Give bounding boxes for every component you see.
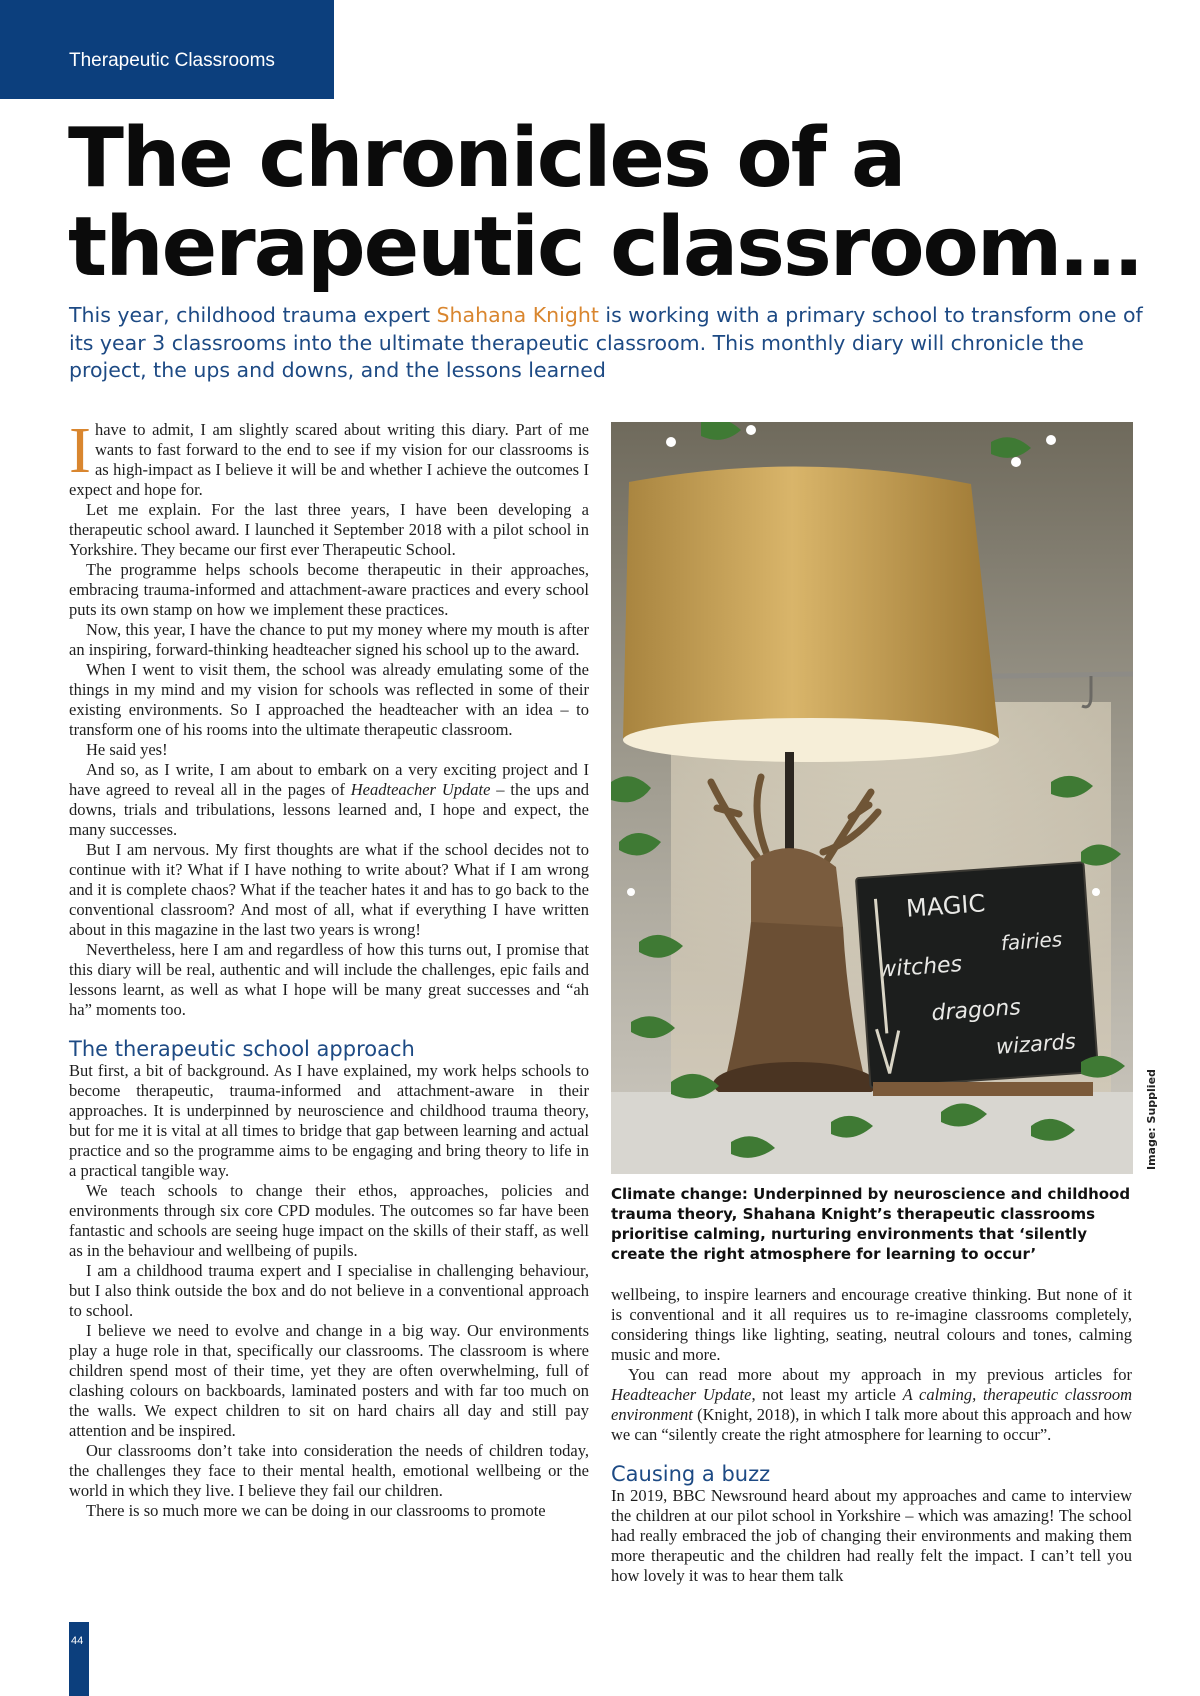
chalkboard-stand xyxy=(873,1082,1093,1096)
drop-cap: I xyxy=(69,414,91,487)
body-paragraph: I am a childhood trauma expert and I specialise in challenging behaviour, but I also think outside the box and do not believe in a conventional approach to school. xyxy=(69,1261,589,1320)
body-paragraph: When I went to visit them, the school was already emulating some of the things in my mind and my vision for schools was reflected in some of their existing environments. So I approached the headteacher with an idea – to transform one of his rooms into the ultimate therapeutic classroom. xyxy=(69,660,589,739)
publication-title: Headteacher Update xyxy=(611,1385,752,1404)
body-paragraph: But I am nervous. My first thoughts are what if the school decides not to continue with it? What if I have nothing to write about? What if I am wrong and it is complete chaos? What if the teacher hates it and has to go back to the conventional classroom? And most of all, what if everything I have written about in this magazine in the last two years is wrong! xyxy=(69,840,589,939)
body-paragraph: We teach schools to change their ethos, approaches, policies and environments through six core CPD modules. The outcomes so far have been fantastic and schools are seeing huge impact on the skills of their staff, as well as in the behaviour and wellbeing of pupils. xyxy=(69,1181,589,1260)
body-paragraph: There is so much more we can be doing in our classrooms to promote xyxy=(86,1501,546,1520)
sign-word: wizards xyxy=(995,1029,1077,1059)
page-number: 44 xyxy=(71,1635,84,1647)
sign-word: witches xyxy=(877,952,963,983)
image-credit: Image: Supplied xyxy=(1145,1069,1158,1170)
publication-title: Headteacher Update xyxy=(350,780,491,799)
body-paragraph: Let me explain. For the last three years, I have been developing a therapeutic school award. I launched it September 2018 with a pilot school in Yorkshire. They became our first ever Therapeutic School. xyxy=(69,500,589,559)
section-tab xyxy=(0,0,334,99)
body-paragraph: The programme helps schools become therapeutic in their approaches, embracing trauma-informed and attachment-aware practices and every school puts its own stamp on how we implement these practices. xyxy=(69,560,589,619)
sign-word: dragons xyxy=(930,995,1022,1027)
headline: The chronicles of a therapeutic classroom… xyxy=(68,111,1141,295)
subheading: The therapeutic school approach xyxy=(69,1037,415,1061)
body-paragraph: And so, as I write, I am about to embark on a very exciting project and I have agreed to reveal all in the pages of Headteacher Update – the ups and downs, trials and tribulations, lessons learned and, I hope and expect, the many successes. xyxy=(69,760,590,839)
article-photo xyxy=(611,422,1133,1174)
body-paragraph: But first, a bit of background. As I have explained, my work helps schools to become therapeutic, trauma-informed and attachment-aware in their approaches. It is underpinned by neuroscience and childhood trauma theory, but for me it is vital at all times to bridge that gap between learning and actual practice and so the programme aims to be engaging and bring theory to life in a practical tangible way. xyxy=(69,1061,589,1180)
body-paragraph: Now, this year, I have the chance to put my money where my mouth is after an inspiring, forward-thinking headteacher signed his school up to the award. xyxy=(69,620,589,659)
standfirst xyxy=(69,302,1149,385)
shade-lower-rim xyxy=(623,718,999,762)
photo-caption: Climate change: Underpinned by neuroscience and childhood trauma theory, Shahana Knight’s therapeutic classrooms prioritise calming, nurturing environments that ‘silently create the right atmosphere for learning to occur’ xyxy=(611,1185,1131,1263)
body-paragraph: Our classrooms don’t take into consideration the needs of children today, the challenges they face to their mental health, emotional wellbeing or the world in which they live. I believe they fail our children. xyxy=(69,1441,589,1500)
standfirst-intro: This year, childhood trauma expert xyxy=(69,303,437,327)
sign-word: fairies xyxy=(1000,927,1063,956)
standfirst-rest: is working with a primary school to transform one of its year 3 classrooms into the ultimate therapeutic classroom. This monthly diary will chronicle the project, the ups and downs, and the lessons learned xyxy=(69,303,1143,382)
lamp-photo-illustration xyxy=(611,422,1133,1174)
article-column-right xyxy=(611,1285,1132,1586)
article-title: A calming, therapeutic classroom environment xyxy=(611,1385,1133,1424)
body-paragraph: Nevertheless, here I am and regardless of how this turns out, I promise that this diary will be real, authentic and will include the challenges, epic fails and lessons learnt, as well as what I hope will be many great successes and “ah ha” moments too. xyxy=(69,940,589,1019)
body-paragraph: He said yes! xyxy=(86,740,168,759)
page-number-bar xyxy=(69,1622,89,1696)
subheading: Causing a buzz xyxy=(611,1462,771,1486)
author-name: Shahana Knight xyxy=(436,303,599,327)
sign-title: MAGIC xyxy=(905,889,987,923)
section-label: Therapeutic Classrooms xyxy=(69,50,275,71)
body-paragraph: I believe we need to evolve and change in a big way. Our environments play a huge role in that, specifically our classrooms. The classroom is where children spend most of their time, yet they are often overwhelming, full of clashing colours on backboards, laminated posters and with far too much on the walls. We expect children to sit on hard chairs all day and still pay attention and be inspired. xyxy=(69,1321,589,1440)
body-paragraph: You can read more about my approach in my previous articles for Headteacher Update, not least my article A calming, therapeutic classroom environment (Knight, 2018), in which I talk more about this approach and how we can “silently create the right atmosphere for learning to occur”. xyxy=(611,1365,1133,1444)
body-paragraph: wellbeing, to inspire learners and encourage creative thinking. But none of it is conventional and it all requires us to re-imagine classrooms completely, considering things like lighting, seating, neutral colours and tones, calming music and more. xyxy=(611,1285,1132,1364)
lamp-shade xyxy=(623,466,999,758)
body-paragraph: In 2019, BBC Newsround heard about my approaches and came to interview the children at our pilot school in Yorkshire – which was amazing! The school had really embraced the job of changing their environments and making them more therapeutic and the children had really felt the impact. I can’t tell you how lovely it was to hear them talk xyxy=(611,1486,1132,1585)
body-paragraph: Ihave to admit, I am slightly scared about writing this diary. Part of me wants to fast forward to the end to see if my vision for our classrooms is as high-impact as I believe it will be and whether I achieve the outcomes I expect and hope for. xyxy=(69,414,589,499)
article-column-left xyxy=(69,414,590,1521)
